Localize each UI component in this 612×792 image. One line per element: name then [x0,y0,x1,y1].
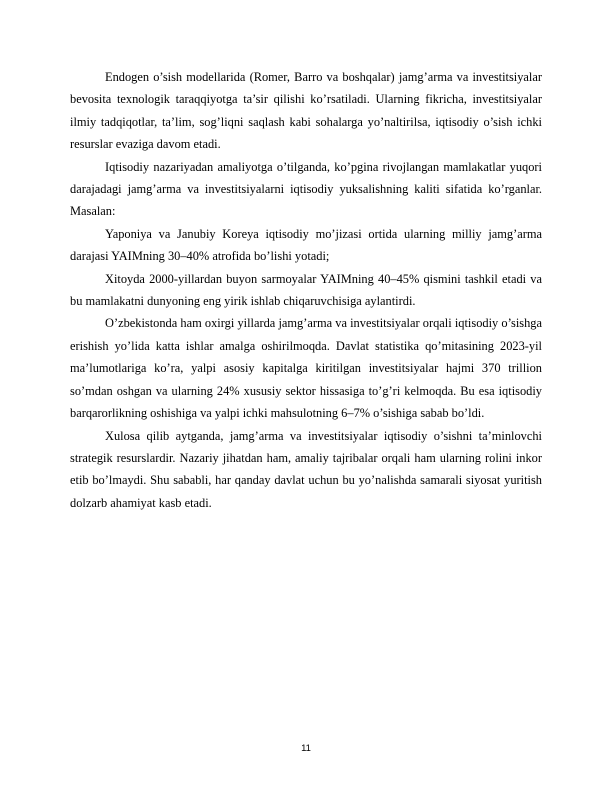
paragraph-uzbekistan: O’zbekistonda ham oxirgi yillarda jamg’arma va investitsiyalar orqali iqtisodiy o’sishga erishish yo’lida katta ishlar amalga oshirilmoqda. Davlat statistika qo’mitasining 2023-yil ma’lumotlariga ko’ra, yalpi asosiy kapitalga kiritilgan investitsiyalar hajmi 370 trillion so’mdan oshgan va ularning 24% xususiy sektor hissasiga to’g’ri kelmoqda. Bu esa iqtisodiy barqarorlikning oshishiga va yalpi ichki mahsulotning 6–7% o’sishiga sabab bo’ldi. [70,316,542,421]
paragraph-conclusion: Xulosa qilib aytganda, jamg’arma va investitsiyalar iqtisodiy o’sishni ta’minlovchi strategik resurslardir. Nazariy jihatdan ham, amaliy tajribalar orqali ham ularning rolini inkor etib bo’lmaydi. Shu sababli, har qanday davlat uchun bu yo’nalishda samarali siyosat yuritish dolzarb ahamiyat kasb etadi. [70,428,542,510]
document-body [70,66,542,514]
page-number: 11 [301,743,311,754]
paragraph-japan-korea: Yaponiya va Janubiy Koreya iqtisodiy mo’jizasi ortida ularning milliy jamg’arma darajasi YAIMning 30–40% atrofida bo’lishi yotadi; [70,226,542,264]
paragraph-theory-to-practice: Iqtisodiy nazariyadan amaliyotga o’tilganda, ko’pgina rivojlangan mamlakatlar yuqori darajadagi jamg’arma va investitsiyalarni iqtisodiy yuksalishning kaliti sifatida ko’rganlar. Masalan: [70,159,542,219]
paragraph-china: Xitoyda 2000-yillardan buyon sarmoyalar YAIMning 40–45% qismini tashkil etadi va bu mamlakatni dunyoning eng yirik ishlab chiqaruvchisiga aylantirdi. [70,271,542,309]
paragraph-endogenous-growth: Endogen o’sish modellarida (Romer, Barro va boshqalar) jamg’arma va investitsiyalar bevosita texnologik taraqqiyotga ta’sir qilishi ko’rsatiladi. Ularning fikricha, investitsiyalar ilmiy tadqiqotlar, ta’lim, sog’liqni saqlash kabi sohalarga yo’naltirilsa, iqtisodiy o’sish ichki resurslar evaziga davom etadi. [70,70,542,152]
